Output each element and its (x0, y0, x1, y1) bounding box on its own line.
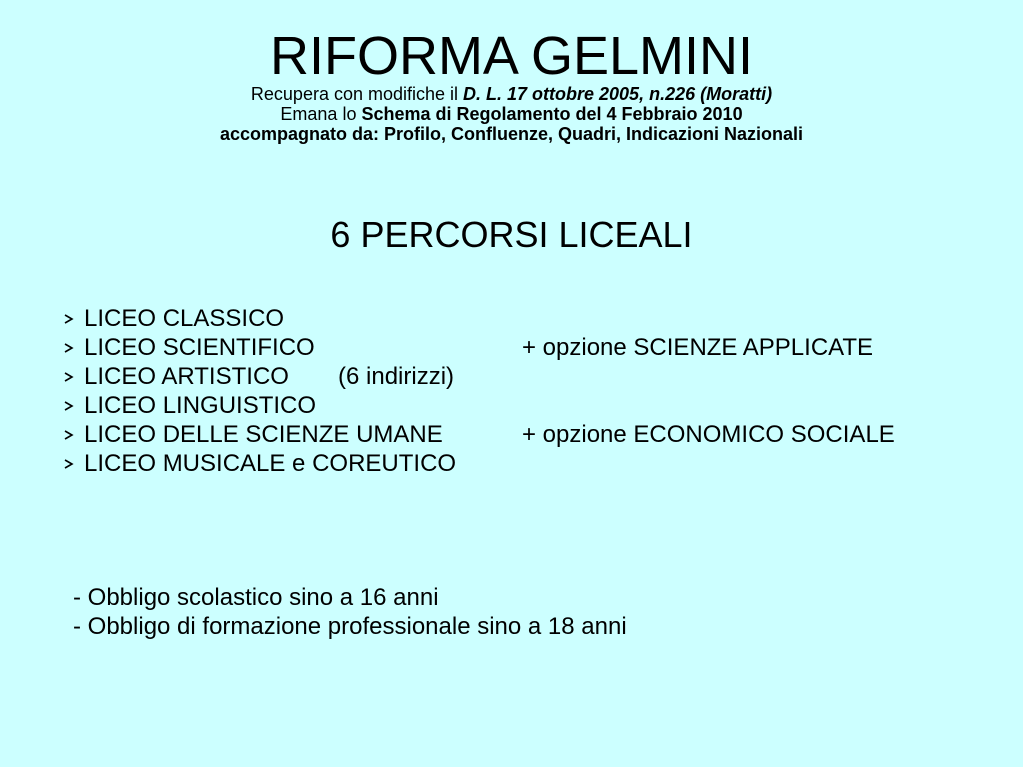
liceo-name: LICEO DELLE SCIENZE UMANE (84, 421, 443, 448)
regulation-reference: Schema di Regolamento del 4 Febbraio 2010 (361, 104, 743, 124)
training-obligation: - Obbligo di formazione professionale sino a 18 anni (73, 613, 627, 640)
liceo-name: LICEO CLASSICO (84, 305, 285, 332)
liceo-name: LICEO MUSICALE e COREUTICO (84, 450, 457, 477)
liceo-indirizzi-note: (6 indirizzi) (338, 363, 455, 390)
arrowhead-bullet-icon (64, 372, 74, 382)
arrowhead-bullet-icon (64, 401, 74, 411)
subtitle-line-1 (0, 84, 1023, 104)
subtitle-line-2 (0, 104, 1023, 124)
subtitle-line-2-prefix: Emana lo (280, 104, 362, 124)
section-heading: 6 PERCORSI LICEALI (330, 214, 693, 255)
arrowhead-bullet-icon (64, 459, 74, 469)
decree-reference: D. L. 17 ottobre 2005, n.226 (Moratti) (463, 84, 773, 104)
subtitle-line-1-prefix: Recupera con modifiche il (250, 84, 464, 104)
school-obligation: - Obbligo scolastico sino a 16 anni (73, 584, 439, 611)
arrowhead-bullet-icon (64, 343, 74, 353)
obligations-block (73, 583, 627, 641)
arrowhead-bullet-icon (64, 314, 74, 324)
liceo-name: LICEO LINGUISTICO (84, 392, 317, 419)
liceo-option-note: + opzione SCIENZE APPLICATE (522, 334, 874, 361)
liceo-option-note: + opzione ECONOMICO SOCIALE (522, 421, 895, 448)
subtitle-line-3: accompagnato da: Profilo, Confluenze, Quadri, Indicazioni Nazionali (219, 124, 804, 144)
slide-title: RIFORMA GELMINI (269, 26, 754, 86)
liceo-name: LICEO ARTISTICO (84, 363, 289, 390)
arrowhead-bullet-icon (64, 430, 74, 440)
subtitle-block (0, 84, 1023, 144)
liceo-name: LICEO SCIENTIFICO (84, 334, 315, 361)
